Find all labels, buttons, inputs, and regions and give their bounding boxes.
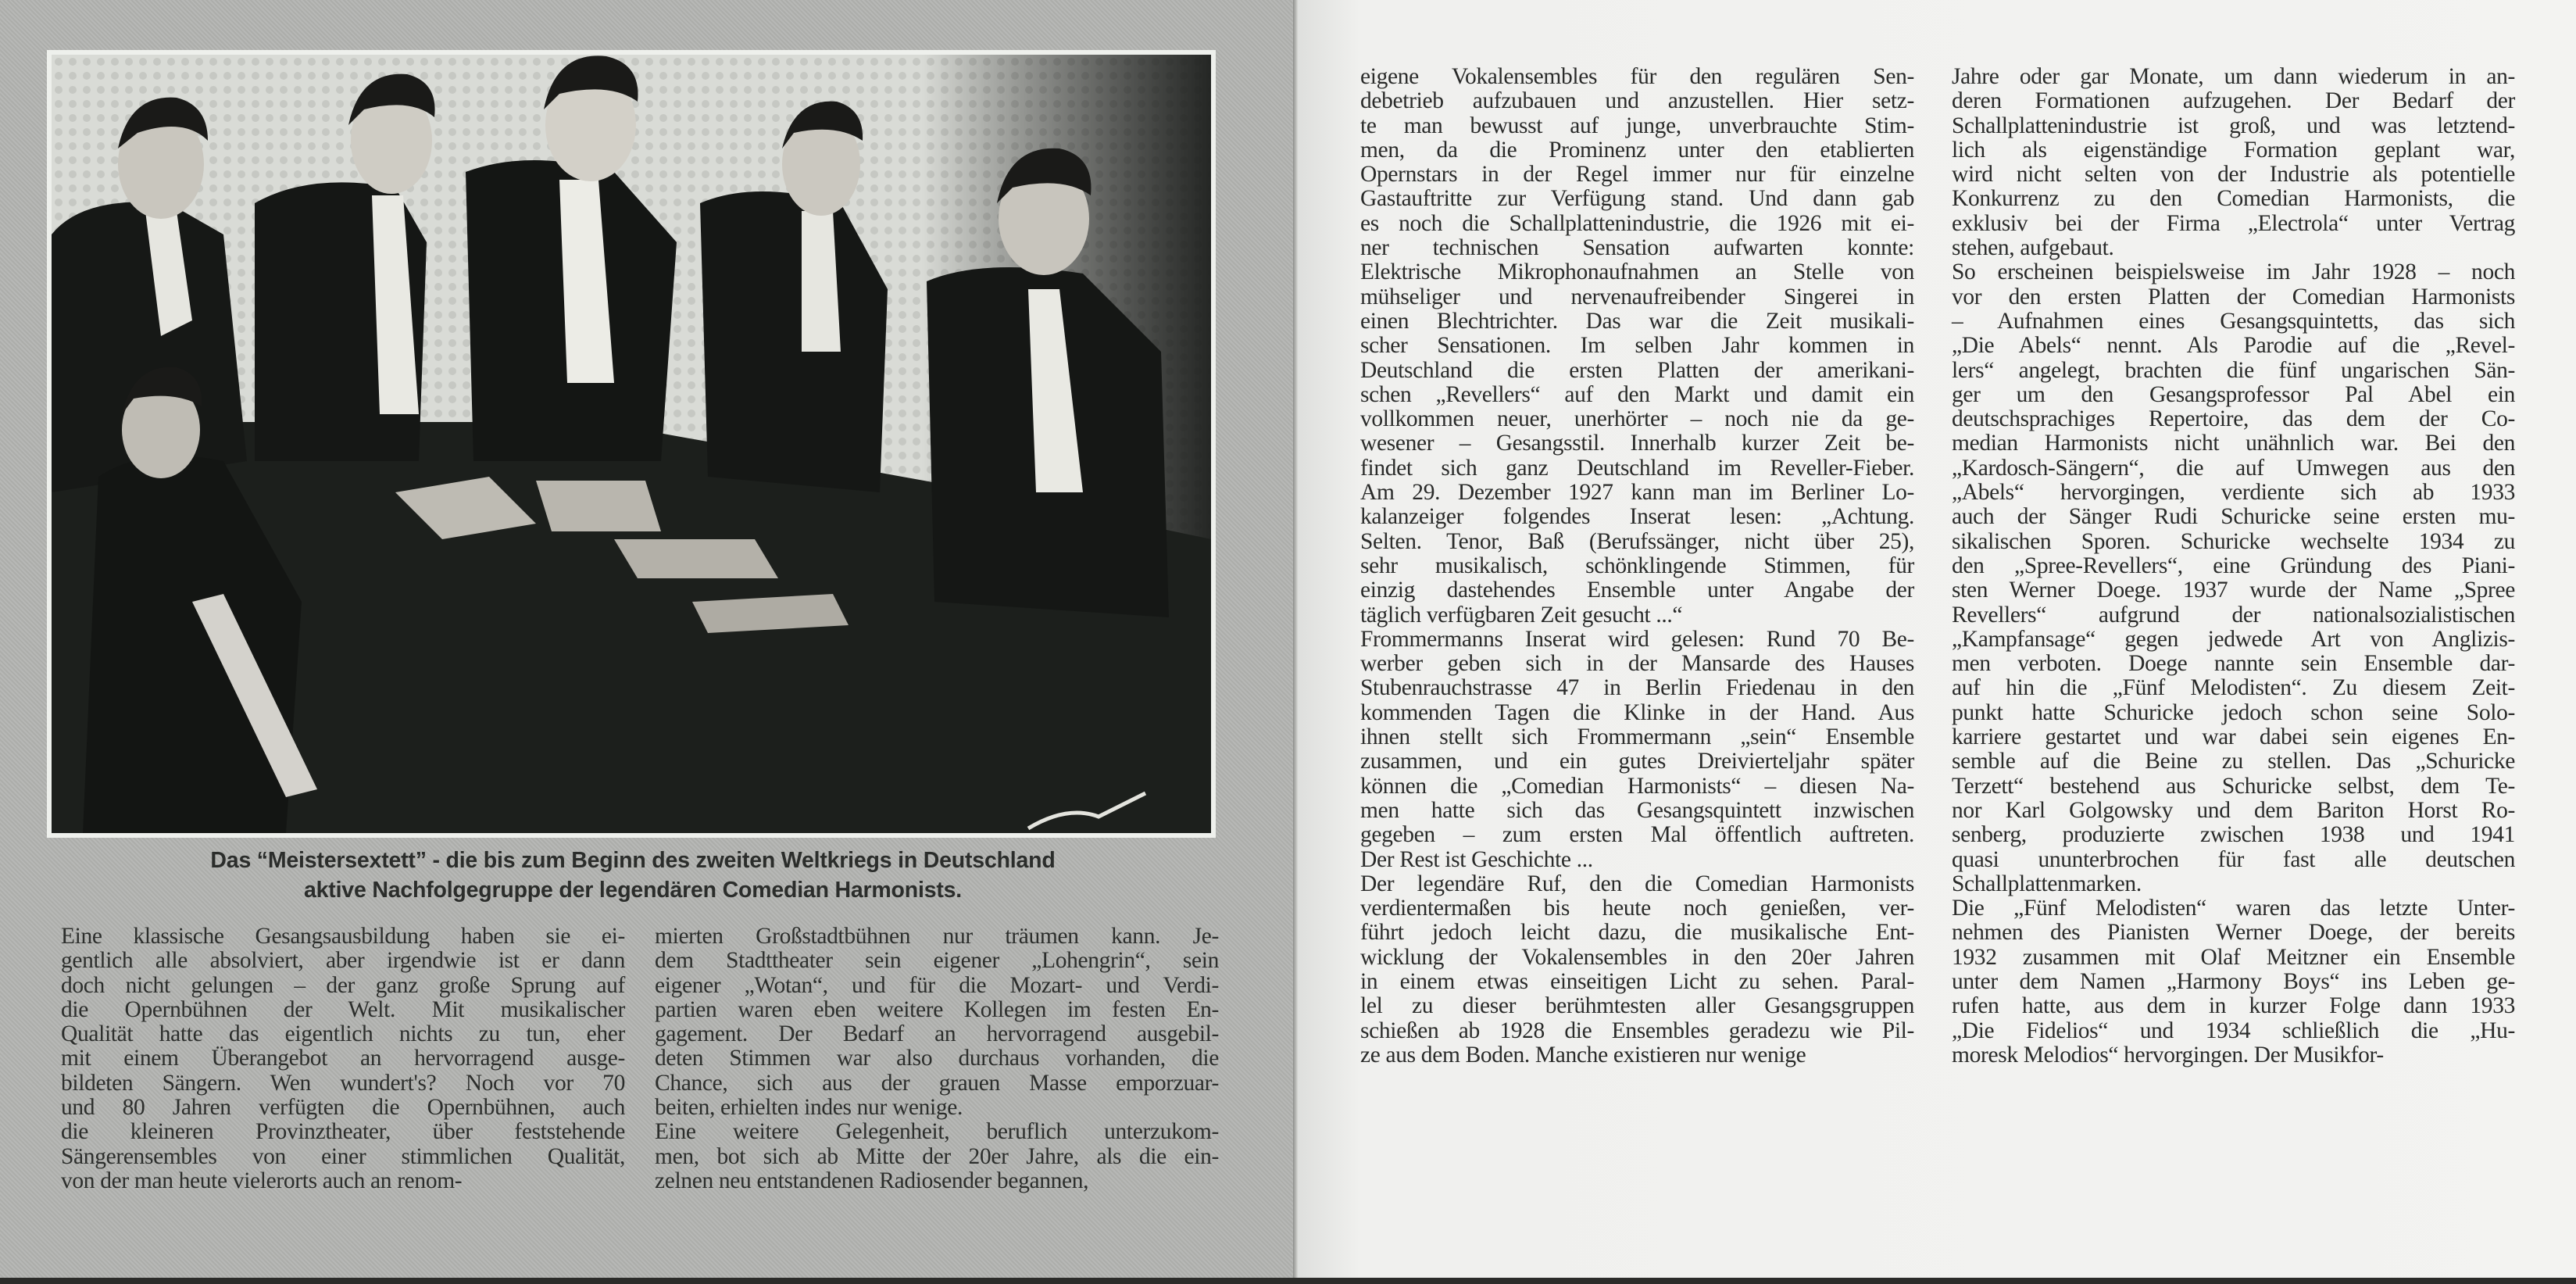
text-line-content: quasi ununterbrochen für fast alle deutschen: [1952, 846, 2515, 872]
text-line-content: die kleineren Provinztheater, über feststehende: [61, 1119, 625, 1145]
text-line-content: Opernstars in der Regel immer nur für einzelne: [1360, 162, 1914, 188]
text-line-content: nor Karl Golgowsky und dem Bariton Horst Ro-: [1952, 797, 2515, 823]
text-line: [1360, 530, 1914, 554]
text-line-content: von der man heute vielerorts auch an renom-: [61, 1168, 463, 1193]
text-line-content: Qualität hatte das eigentlich nichts zu tun, eher: [61, 1021, 625, 1047]
text-line-content: debetrieb aufzubauen und anzustellen. Hier setz-: [1360, 88, 1914, 114]
text-line: [1360, 946, 1914, 970]
text-line-content: es noch die Schallplattenindustrie, die 1926 mit ei-: [1360, 210, 1914, 236]
text-line: [655, 1120, 1219, 1144]
text-line-content: mierten Großstadtbühnen nur träumen kann. Je-: [655, 924, 1219, 949]
text-line-content: exklusiv bei der Firma „Electrola“ unter Vertrag: [1952, 210, 2515, 236]
text-line: [1360, 1043, 1914, 1068]
text-line-content: men hatte sich das Gesangsquintett inzwischen: [1360, 797, 1914, 823]
text-line-content: sten Werner Doege. 1937 wurde der Name „Spree: [1952, 578, 2515, 603]
text-line-content: Revellers“ aufgrund der nationalsozialistischen: [1952, 602, 2515, 628]
text-line: [1952, 65, 2515, 89]
text-line-content: kommenden Tagen die Klinke in der Hand. Aus: [1360, 699, 1914, 725]
text-line: [1952, 774, 2515, 799]
text-line-content: auf hin die „Fünf Melodisten“. Zu diesem Zeit-: [1952, 675, 2515, 701]
text-line: [1360, 652, 1914, 676]
text-line: [1952, 505, 2515, 529]
text-line: [1360, 1019, 1914, 1043]
text-line: [1360, 994, 1914, 1018]
text-line: [1952, 628, 2515, 652]
text-line-content: „Die Fidelios“ und 1934 schließlich die „Hu-: [1952, 1018, 2515, 1043]
text-line-content: – Aufnahmen eines Gesangsquintetts, das sich: [1952, 308, 2515, 334]
text-line-content: Eine weitere Gelegenheit, beruflich unterzukom-: [655, 1119, 1219, 1145]
text-column-right-2: [1952, 65, 2515, 1068]
text-line: [1952, 823, 2515, 847]
text-line-content: einen Blechtrichter. Das war die Zeit musikali-: [1360, 308, 1914, 334]
text-line: [1952, 89, 2515, 113]
text-line: [1952, 260, 2515, 284]
text-line: [1360, 848, 1914, 872]
text-line-content: wesener – Gesangsstil. Innerhalb kurzer Zeit be-: [1360, 431, 1914, 456]
text-line: [1360, 456, 1914, 481]
text-line: [1360, 89, 1914, 113]
text-line-content: gegeben – zum ersten Mal öffentlich auftreten.: [1360, 822, 1914, 848]
text-line: [655, 1071, 1219, 1096]
text-line: [61, 1120, 625, 1144]
text-line: [1360, 187, 1914, 211]
text-line-content: eigene Vokalensembles für den regulären Sen-: [1360, 64, 1914, 89]
text-line-content: partien waren eben weitere Kollegen im festen En-: [655, 996, 1219, 1022]
text-line: [1952, 309, 2515, 334]
left-page: [0, 0, 1293, 1278]
text-line-content: Schallplattenindustrie ist groß, und was letztend-: [1952, 113, 2515, 138]
text-line-content: führt jedoch leicht dazu, die musikalische Ent-: [1360, 920, 1914, 946]
text-line: [655, 1046, 1219, 1071]
text-line: [1360, 872, 1914, 896]
text-line: [655, 1145, 1219, 1169]
text-line-content: 1932 zusammen mit Olaf Meitzner ein Ensemble: [1952, 944, 2515, 970]
text-line-content: wicklung der Vokalensembles in den 20er Jahren: [1360, 944, 1914, 970]
text-line: [1952, 212, 2515, 236]
text-line: [1360, 163, 1914, 187]
photo-illustration: [52, 55, 1211, 833]
text-line-content: werber geben sich in der Mansarde des Hauses: [1360, 651, 1914, 677]
text-line-content: men, da die Prominenz unter den etablierten: [1360, 137, 1914, 163]
text-line: [1360, 603, 1914, 628]
text-line-content: zusammen, und ein gutes Dreivierteljahr später: [1360, 749, 1914, 774]
text-line: [61, 1022, 625, 1046]
text-line: [1360, 505, 1914, 529]
text-line: [1360, 65, 1914, 89]
text-line-content: nehmen des Pianisten Werner Doege, der bereits: [1952, 920, 2515, 946]
text-line: [1360, 578, 1914, 603]
text-line-content: men, bot sich ab Mitte der 20er Jahre, als die ein-: [655, 1143, 1219, 1169]
text-line: [655, 1169, 1219, 1193]
text-line: [1952, 970, 2515, 994]
text-line: [61, 949, 625, 973]
text-line-content: ihnen stellt sich Frommermann „sein“ Ensemble: [1360, 724, 1914, 750]
text-line-content: Die „Fünf Melodisten“ waren das letzte Unter-: [1952, 896, 2515, 921]
text-line: [1952, 603, 2515, 628]
text-line-content: mit einem Überangebot an hervorragend ausge-: [61, 1046, 625, 1071]
text-line: [1360, 236, 1914, 260]
text-line-content: rufen hatte, aus dem in kurzer Folge dann 1933: [1952, 993, 2515, 1019]
text-line: [1360, 114, 1914, 138]
text-line: [1360, 554, 1914, 578]
text-line-content: So erscheinen beispielsweise im Jahr 1928 – noch: [1952, 259, 2515, 285]
text-line: [1952, 848, 2515, 872]
text-line-content: sikalischen Sporen. Schuricke wechselte 1934 zu: [1952, 528, 2515, 554]
text-column-left-1: [61, 925, 625, 1193]
text-column-right-1: [1360, 65, 1914, 1068]
text-line-content: einzig dastehendes Ensemble unter Angabe der: [1360, 578, 1914, 603]
text-line-content: ger um den Gesangsprofessor Pal Abel ein: [1952, 381, 2515, 407]
text-line-content: gentlich alle absolviert, aber irgendwie ist er dann: [61, 948, 625, 974]
text-line: [1952, 676, 2515, 700]
text-line-content: mühseliger und nervenaufreibender Singerei in: [1360, 284, 1914, 309]
text-line: [1360, 725, 1914, 749]
text-line: [1360, 431, 1914, 456]
text-line-content: ze aus dem Boden. Manche existieren nur wenige: [1360, 1042, 1806, 1068]
text-line-content: können die „Comedian Harmonists“ – diesen Na-: [1360, 773, 1914, 799]
text-line: [1952, 407, 2515, 431]
text-line-content: punkt hatte Schuricke jedoch schon seine Solo-: [1952, 699, 2515, 725]
caption-line-1: Das “Meistersextett” - die bis zum Beginn des zweiten Weltkriegs in Deutschland: [210, 848, 1056, 873]
text-line: [1952, 431, 2515, 456]
text-line: [61, 1145, 625, 1169]
text-line: [1360, 749, 1914, 774]
text-line: [61, 925, 625, 949]
text-line: [1952, 114, 2515, 138]
group-photo: [52, 55, 1211, 833]
text-line-content: und 80 Jahren verfügten die Opernbühnen, auch: [61, 1095, 625, 1121]
text-line-content: vor den ersten Platten der Comedian Harmonists: [1952, 284, 2515, 309]
text-line-content: sehr musikalisch, schönklingende Stimmen, für: [1360, 553, 1914, 578]
text-line-content: Am 29. Dezember 1927 kann man im Berliner Lo-: [1360, 480, 1914, 506]
text-line-content: lich als eigenständige Formation geplant war,: [1952, 137, 2515, 163]
text-line: [1952, 799, 2515, 823]
text-line: [61, 974, 625, 998]
text-line-content: doch nicht gelungen – der ganz große Sprung auf: [61, 972, 625, 998]
text-line: [1952, 236, 2515, 260]
text-line: [1952, 456, 2515, 481]
text-line: [1952, 1019, 2515, 1043]
text-line-content: Jahre oder gar Monate, um dann wiederum in an-: [1952, 64, 2515, 89]
text-line: [1952, 578, 2515, 603]
text-line: [1360, 628, 1914, 652]
text-line: [61, 1169, 625, 1193]
text-line-content: schen „Revellers“ auf den Markt und damit ein: [1360, 381, 1914, 407]
text-line: [1952, 481, 2515, 505]
text-line-content: karriere gestartet und war dabei sein eigenes En-: [1952, 724, 2515, 750]
text-line-content: moresk Melodios“ hervorgingen. Der Musikfor-: [1952, 1042, 2384, 1068]
text-line: [1360, 481, 1914, 505]
text-line-content: Chance, sich aus der grauen Masse emporzuar-: [655, 1070, 1219, 1096]
text-line-content: scher Sensationen. Im selben Jahr kommen in: [1360, 333, 1914, 359]
text-line-content: Schallplattenmarken.: [1952, 871, 2142, 896]
text-line: [1952, 285, 2515, 309]
text-line: [1952, 749, 2515, 774]
text-line-content: median Harmonists nicht unähnlich war. Bei den: [1952, 431, 2515, 456]
text-line: [1952, 652, 2515, 676]
text-line-content: „Abels“ hervorgingen, verdiente sich ab 1933: [1952, 480, 2515, 506]
text-line-content: beiten, erhielten indes nur wenige.: [655, 1095, 963, 1121]
text-line: [1360, 260, 1914, 284]
text-line: [1952, 138, 2515, 163]
text-line: [61, 998, 625, 1022]
text-line: [1360, 407, 1914, 431]
text-line: [1360, 701, 1914, 725]
text-line: [1952, 1043, 2515, 1068]
text-line-content: den „Spree-Revellers“, eine Gründung des Piani-: [1952, 553, 2515, 578]
text-line-content: Stubenrauchstrasse 47 in Berlin Friedenau in den: [1360, 675, 1914, 701]
text-line-content: Deutschland die ersten Platten der amerikani-: [1360, 357, 1914, 383]
text-line: [1360, 383, 1914, 407]
text-line: [1952, 530, 2515, 554]
text-line-content: gagement. Der Bedarf an hervorragend ausgebil-: [655, 1021, 1219, 1047]
text-line-content: Elektrische Mikrophonaufnahmen an Stelle von: [1360, 259, 1914, 285]
text-line-content: täglich verfügbaren Zeit gesucht ...“: [1360, 602, 1683, 628]
text-line-content: senberg, produzierte zwischen 1938 und 1941: [1952, 822, 2515, 848]
text-line-content: zelnen neu entstandenen Radiosender begannen,: [655, 1168, 1089, 1193]
text-line-content: Selten. Tenor, Baß (Berufssänger, nicht über 25),: [1360, 528, 1914, 554]
text-line-content: „Die Abels“ nennt. Als Parodie auf die „Revel-: [1952, 333, 2515, 359]
caption-line-2: aktive Nachfolgegruppe der legendären Comedian Harmonists.: [303, 878, 963, 903]
text-line: [1360, 774, 1914, 799]
text-line: [1952, 554, 2515, 578]
text-line-content: Frommermanns Inserat wird gelesen: Rund 70 Be-: [1360, 626, 1914, 652]
text-line: [1952, 383, 2515, 407]
text-line: [1952, 896, 2515, 921]
text-line-content: Konkurrenz zu den Comedian Harmonists, die: [1952, 186, 2515, 212]
text-line: [655, 925, 1219, 949]
text-line-content: kalanzeiger folgendes Inserat lesen: „Achtung.: [1360, 504, 1914, 530]
text-line: [61, 1071, 625, 1096]
text-line: [1360, 921, 1914, 945]
text-line: [1952, 994, 2515, 1018]
text-line-content: eigener „Wotan“, und für die Mozart- und Verdi-: [655, 972, 1219, 998]
text-line-content: Gastauftritte zur Verfügung stand. Und dann gab: [1360, 186, 1914, 212]
text-line-content: Eine klassische Gesangsausbildung haben sie ei-: [61, 924, 625, 949]
text-line-content: te man bewusst auf junge, unverbrauchte Stim-: [1360, 113, 1914, 138]
text-line: [1360, 285, 1914, 309]
photo-caption: [94, 846, 1172, 905]
text-line-content: findet sich ganz Deutschland im Reveller-Fieber.: [1360, 455, 1914, 481]
text-line: [1952, 334, 2515, 358]
text-line: [1360, 309, 1914, 334]
text-line-content: „Kardosch-Sängern“, die auf Umwegen aus den: [1952, 455, 2515, 481]
text-line-content: lel zu dieser berühmtesten aller Gesangsgruppen: [1360, 993, 1914, 1019]
text-line: [655, 1022, 1219, 1046]
text-line: [1952, 163, 2515, 187]
text-line-content: unter dem Namen „Harmony Boys“ ins Leben ge-: [1952, 968, 2515, 994]
text-line: [1360, 823, 1914, 847]
text-line-content: men verboten. Doege nannte sein Ensemble dar-: [1952, 651, 2515, 677]
text-line-content: in einem etwas einseitigen Licht zu sehen. Paral-: [1360, 968, 1914, 994]
text-line-content: lers“ angelegt, brachten die fünf ungarischen Sän-: [1952, 357, 2515, 383]
text-line-content: dem Stadttheater sein eigener „Lohengrin“, sein: [655, 948, 1219, 974]
text-line-content: semble auf die Beine zu stellen. Das „Schuricke: [1952, 749, 2515, 774]
text-line-content: auch der Sänger Rudi Schuricke seine ersten mu-: [1952, 504, 2515, 530]
text-line-content: vollkommen neuer, unerhörter – noch nie da ge-: [1360, 406, 1914, 432]
text-line: [655, 998, 1219, 1022]
text-line: [1952, 872, 2515, 896]
text-line-content: Der legendäre Ruf, den die Comedian Harmonists: [1360, 871, 1914, 896]
text-line: [1360, 676, 1914, 700]
text-line-content: deten Stimmen war also durchaus vorhanden, die: [655, 1046, 1219, 1071]
text-line: [1952, 359, 2515, 383]
scan-bottom-edge: [0, 1278, 2576, 1284]
text-column-left-2: [655, 925, 1219, 1193]
text-line: [1360, 896, 1914, 921]
text-line-content: deren Formationen aufzugehen. Der Bedarf der: [1952, 88, 2515, 114]
text-line: [1360, 212, 1914, 236]
photo-frame: [47, 50, 1216, 838]
text-line: [61, 1096, 625, 1120]
text-line-content: Der Rest ist Geschichte ...: [1360, 846, 1593, 872]
text-line-content: die Opernbühnen der Welt. Mit musikalischer: [61, 996, 625, 1022]
text-line: [1360, 359, 1914, 383]
text-line: [1360, 799, 1914, 823]
text-line-content: Sängerensembles von einer stimmlichen Qualität,: [61, 1143, 625, 1169]
text-line-content: verdientermaßen bis heute noch genießen, ver-: [1360, 896, 1914, 921]
text-line-content: ner technischen Sensation aufwarten konnte:: [1360, 235, 1914, 261]
text-line-content: wird nicht selten von der Industrie als potentielle: [1952, 162, 2515, 188]
text-line: [1952, 921, 2515, 945]
text-line: [1360, 970, 1914, 994]
text-line: [1952, 701, 2515, 725]
text-line-content: bildeten Sängern. Wen wundert's? Noch vor 70: [61, 1070, 625, 1096]
text-line: [1952, 725, 2515, 749]
text-line-content: Terzett“ bestehend aus Schuricke selbst, dem Te-: [1952, 773, 2515, 799]
text-line: [655, 974, 1219, 998]
text-line: [1952, 946, 2515, 970]
text-line-content: „Kampfansage“ gegen jedwede Art von Anglizis-: [1952, 626, 2515, 652]
text-line: [655, 1096, 1219, 1120]
text-line: [1360, 334, 1914, 358]
text-line-content: deutschsprachiges Repertoire, das dem der Co-: [1952, 406, 2515, 432]
text-line: [655, 949, 1219, 973]
text-line-content: stehen, aufgebaut.: [1952, 235, 2114, 261]
text-line: [1360, 138, 1914, 163]
text-line-content: schießen ab 1928 die Ensembles geradezu wie Pil-: [1360, 1018, 1914, 1043]
text-line: [61, 1046, 625, 1071]
text-line: [1952, 187, 2515, 211]
